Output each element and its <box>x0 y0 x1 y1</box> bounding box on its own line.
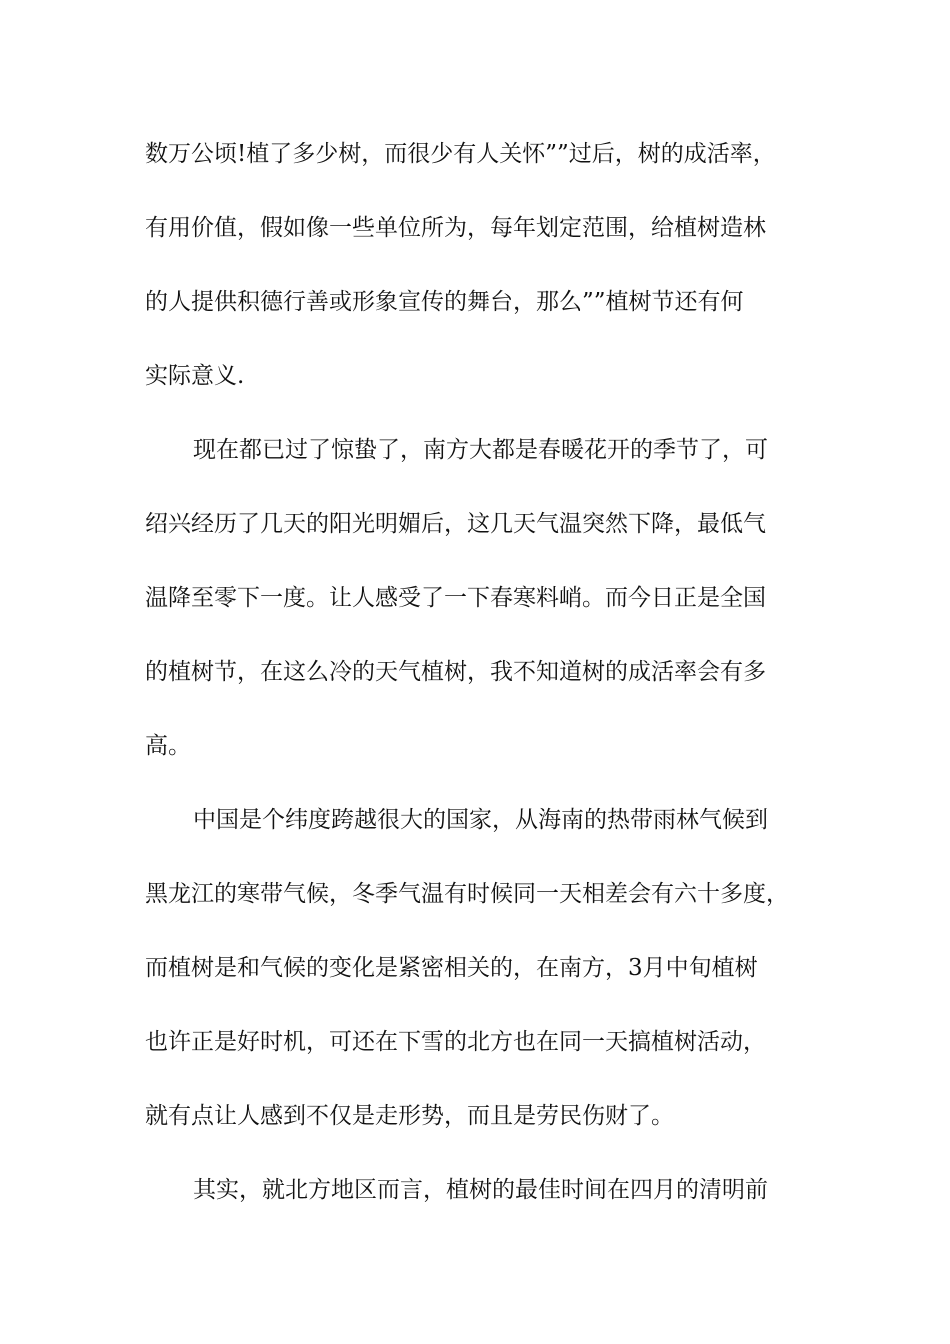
text-line: 而植树是和气候的变化是紧密相关的，在南方，3月中旬植树 <box>145 955 758 981</box>
text-line: 实际意义. <box>145 363 245 389</box>
paragraph-first-line: 其实，就北方地区而言，植树的最佳时间在四月的清明前 <box>193 1177 768 1203</box>
paragraph-first-line: 现在都已过了惊蛰了，南方大都是春暖花开的季节了，可 <box>193 437 768 463</box>
text-line: 温降至零下一度。让人感受了一下春寒料峭。而今日正是全国 <box>145 585 766 611</box>
body-text <box>145 125 835 1235</box>
text-line: 绍兴经历了几天的阳光明媚后，这几天气温突然下降，最低气 <box>145 511 766 537</box>
text-line: 的人提供积德行善或形象宣传的舞台，那么””植树节还有何 <box>145 289 744 315</box>
text-line: 有用价值，假如像一些单位所为，每年划定范围，给植树造林 <box>145 215 766 241</box>
text-line: 就有点让人感到不仅是走形势，而且是劳民伤财了。 <box>145 1103 674 1129</box>
paragraph-first-line: 中国是个纬度跨越很大的国家，从海南的热带雨林气候到 <box>193 807 768 833</box>
text-line: 也许正是好时机，可还在下雪的北方也在同一天搞植树活动， <box>145 1029 766 1055</box>
text-line: 黑龙江的寒带气候，冬季气温有时候同一天相差会有六十多度， <box>145 881 789 907</box>
text-line: 高。 <box>145 733 191 759</box>
text-line: 的植树节，在这么冷的天气植树，我不知道树的成活率会有多 <box>145 659 766 685</box>
text-line: 数万公顷!植了多少树，而很少有人关怀””过后，树的成活率， <box>145 141 776 167</box>
